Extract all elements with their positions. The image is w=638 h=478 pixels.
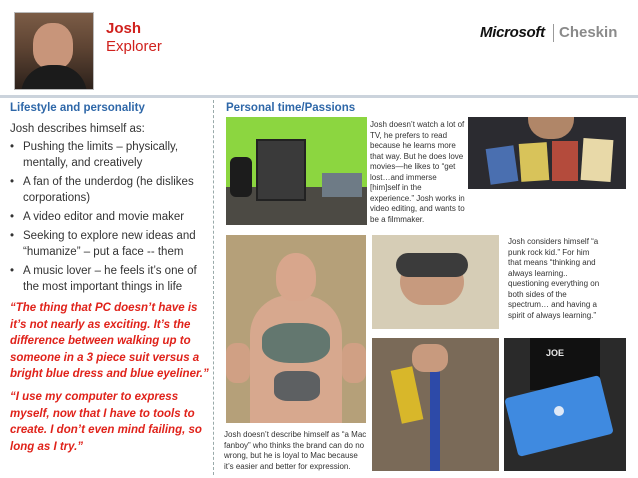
cheskin-logo: Cheskin bbox=[559, 24, 618, 41]
persona-role: Explorer bbox=[106, 38, 162, 55]
trait-list bbox=[10, 139, 210, 298]
mac-caption: Josh doesn’t describe himself as “a Mac fanboy” who thinks the brand can do no wrong, but he is loyal to Mac because it’s easier and better for expression. bbox=[224, 430, 367, 471]
profile-photo bbox=[14, 12, 94, 90]
lanyard-ticket-photo bbox=[372, 338, 499, 471]
logo-divider bbox=[553, 24, 554, 42]
spiked-bracelet-photo bbox=[372, 235, 499, 329]
tv-caption: Josh doesn’t watch a lot of TV, he prefers to read because he learns more that way. But he does love movies—he likes to “get lost…and immerse [him]self in the experience.” Josh works in video editing, and wants to be a filmmaker. bbox=[370, 120, 465, 224]
microsoft-logo: Microsoft bbox=[480, 24, 545, 41]
persona-name: Josh bbox=[106, 20, 142, 37]
intro-text: Josh describes himself as: bbox=[10, 123, 145, 135]
trait-item: • A music lover – he feels it’s one of the most important things in life bbox=[10, 263, 210, 295]
punk-caption: Josh considers himself “a punk rock kid.” For him that means “thinking and always learning.. questioning everything on both sides of the spectrum… and having a spirit of always learning.” bbox=[508, 237, 600, 320]
header-rule bbox=[0, 95, 638, 98]
bedroom-tv-photo bbox=[226, 117, 367, 225]
quote-pc: “The thing that PC doesn’t have is it’s not nearly as exciting. It’s the difference between walking up to someone in a 3 piece suit versus a bright blue dress and blue eyeliner.” bbox=[10, 302, 209, 380]
passions-heading: Personal time/Passions bbox=[226, 102, 356, 114]
blue-laptop-photo bbox=[504, 338, 626, 471]
josh-tattoo-photo bbox=[226, 235, 366, 423]
trait-item: • A video editor and movie maker bbox=[10, 209, 210, 225]
apple-icon bbox=[554, 406, 564, 416]
lifestyle-heading: Lifestyle and personality bbox=[10, 102, 145, 114]
trait-item: • A fan of the underdog (he dislikes corporations) bbox=[10, 174, 210, 206]
quote-express: “I use my computer to express myself, now that I have to tools to create. I don’t even mind failing, so long as I try.” bbox=[10, 391, 202, 453]
trait-item: • Pushing the limits – physically, mentally, and creatively bbox=[10, 139, 210, 171]
trait-item: • Seeking to explore new ideas and “humanize” – put a face -- them bbox=[10, 228, 210, 260]
column-divider bbox=[213, 100, 214, 475]
shirt-text: JOE bbox=[546, 348, 565, 358]
books-photo bbox=[468, 117, 626, 189]
